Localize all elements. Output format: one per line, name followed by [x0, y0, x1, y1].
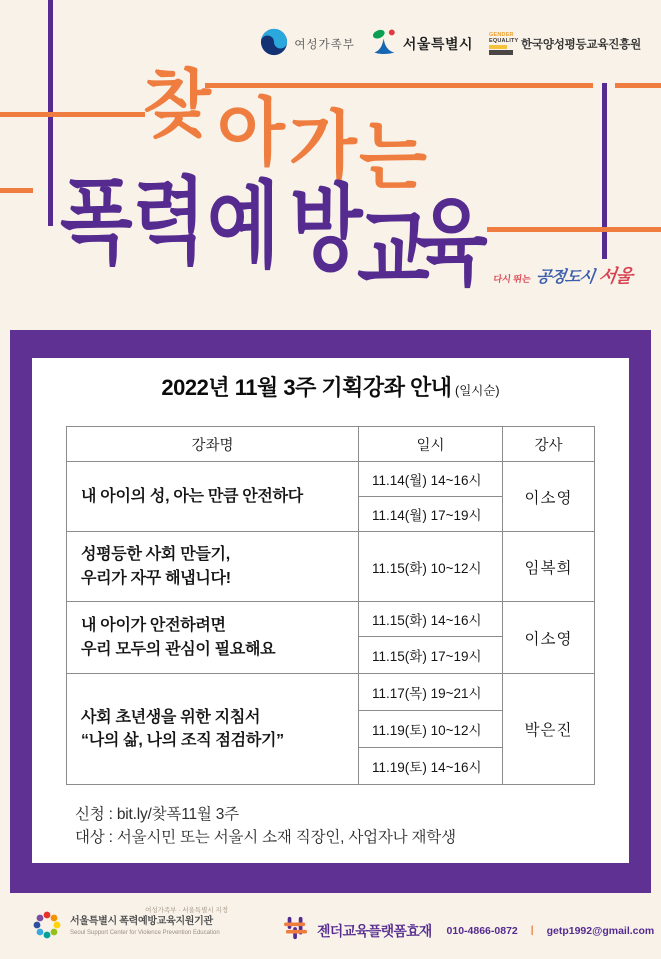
col-header-datetime: 일시 [359, 427, 503, 462]
course-name: 성평등한 사회 만들기, [81, 546, 230, 564]
table-row [67, 462, 595, 497]
notice-notes [75, 803, 629, 849]
footer-phone: 010-4866-0872 [446, 924, 518, 937]
table-row [67, 532, 595, 602]
footer-left [30, 907, 228, 948]
hash-logo-icon [284, 915, 308, 946]
table-row [67, 674, 595, 711]
footer-org-name-en: Seoul Support Center for Violence Prevention Education [70, 929, 220, 936]
mogef-label: 여성가족부 [294, 39, 355, 51]
course-time-cell: 11.15(화) 10~12시 [359, 532, 503, 602]
notice-title-text: 2022년 11월 3주 기획강좌 안내 [161, 375, 452, 400]
footer-separator: | [530, 925, 534, 936]
course-name-cell [67, 602, 359, 674]
t2-title-char: 육 [415, 190, 488, 295]
flower-logo-icon [30, 907, 64, 948]
instructor-cell: 이소영 [503, 602, 595, 674]
course-time-cell: 11.17(목) 19~21시 [359, 674, 503, 711]
kigepe-mark-gender: GENDER [489, 32, 514, 38]
footer-right [284, 915, 654, 946]
course-time-cell: 11.19(토) 14~16시 [359, 748, 503, 785]
kigepe-mark-equality: EQUALITY [489, 37, 519, 44]
course-name-cell [67, 674, 359, 785]
instructor-cell: 박은진 [503, 674, 595, 785]
seoul-emblem-icon [371, 27, 397, 62]
purple-frame [10, 330, 651, 893]
decor-orange-line-left [0, 112, 145, 117]
footer-platform-name: 젠더교육플랫폼효재 [317, 922, 432, 939]
footer [0, 893, 661, 959]
kigepe-yellow-bar [489, 45, 507, 49]
course-name: 내 아이가 안전하려면 [81, 617, 226, 635]
course-name-line2: 우리 모두의 관심이 필요해요 [81, 640, 276, 658]
footer-org-name: 서울특별시 폭력예방교육지원기관 [70, 916, 213, 928]
slogan-prefix: 다시 뛰는 [492, 274, 532, 284]
instructor-cell: 이소영 [503, 462, 595, 532]
gender-equality-icon [489, 32, 519, 55]
footer-designation: 여성가족부 · 서울특별시 지정 [145, 907, 228, 914]
t2-title-char: 력 [133, 169, 206, 274]
footer-left-text [70, 907, 228, 948]
slogan-blue: 공정도시 [534, 269, 596, 286]
course-time-cell: 11.15(화) 17~19시 [359, 637, 503, 674]
course-name: 사회 초년생을 위한 지침서 [81, 708, 261, 726]
slogan-red: 서울 [597, 266, 634, 286]
t2-title-char: 방 [290, 176, 363, 281]
course-name-cell [67, 462, 359, 532]
table-row [67, 602, 595, 637]
seoul-label: 서울특별시 [402, 36, 473, 52]
instructor-cell: 임복희 [503, 532, 595, 602]
col-header-course: 강좌명 [67, 427, 359, 462]
decor-vertical-line-right [602, 83, 607, 259]
notice-box [32, 358, 629, 863]
notice-title-suffix: (일시순) [451, 384, 500, 398]
t2-title-char: 예 [207, 173, 280, 278]
notice-title [32, 373, 629, 406]
logo-kigepe [489, 33, 641, 55]
decor-orange-line-left-short [0, 188, 33, 193]
logo-seoul [371, 27, 473, 62]
header-logo-row [250, 26, 641, 62]
decor-orange-line-top [205, 83, 593, 88]
seoul-slogan [492, 262, 634, 288]
decor-orange-line-top-right [615, 83, 661, 88]
course-name-cell [67, 532, 359, 602]
course-time-cell: 11.14(월) 14~16시 [359, 462, 503, 497]
course-time-cell: 11.19(토) 10~12시 [359, 711, 503, 748]
kigepe-dark-bar [489, 50, 513, 55]
target-note: 대상 : 서울시민 또는 서울시 소재 직장인, 사업자나 재학생 [75, 829, 456, 846]
course-name: 내 아이의 성, 아는 만큼 안전하다 [81, 487, 303, 505]
t1-title-char: 찾 [143, 63, 211, 146]
course-name-line2: “나의 삶, 나의 조직 점검하기” [81, 732, 284, 749]
t1-title-char: 아 [217, 91, 285, 174]
logo-mogef [260, 28, 355, 61]
mogef-emblem-icon [260, 28, 288, 61]
t2-title-char: 교 [357, 198, 430, 303]
footer-email: getp1992@gmail.com [546, 924, 655, 937]
col-header-instructor: 강사 [503, 427, 595, 462]
t2-title-char: 폭 [60, 169, 133, 274]
t1-title-char: 는 [359, 115, 427, 198]
course-time-cell: 11.15(화) 14~16시 [359, 602, 503, 637]
decor-orange-line-right [487, 227, 661, 232]
kigepe-label: 한국양성평등교육진흥원 [521, 39, 641, 51]
schedule-table [66, 426, 595, 785]
t1-title-char: 가 [289, 104, 357, 187]
course-name-line2: 우리가 자꾸 해냅니다! [81, 569, 231, 587]
table-header-row [67, 427, 595, 462]
application-note: 신청 : bit.ly/찾폭11월 3주 [75, 806, 239, 823]
course-time-cell: 11.14(월) 17~19시 [359, 497, 503, 532]
